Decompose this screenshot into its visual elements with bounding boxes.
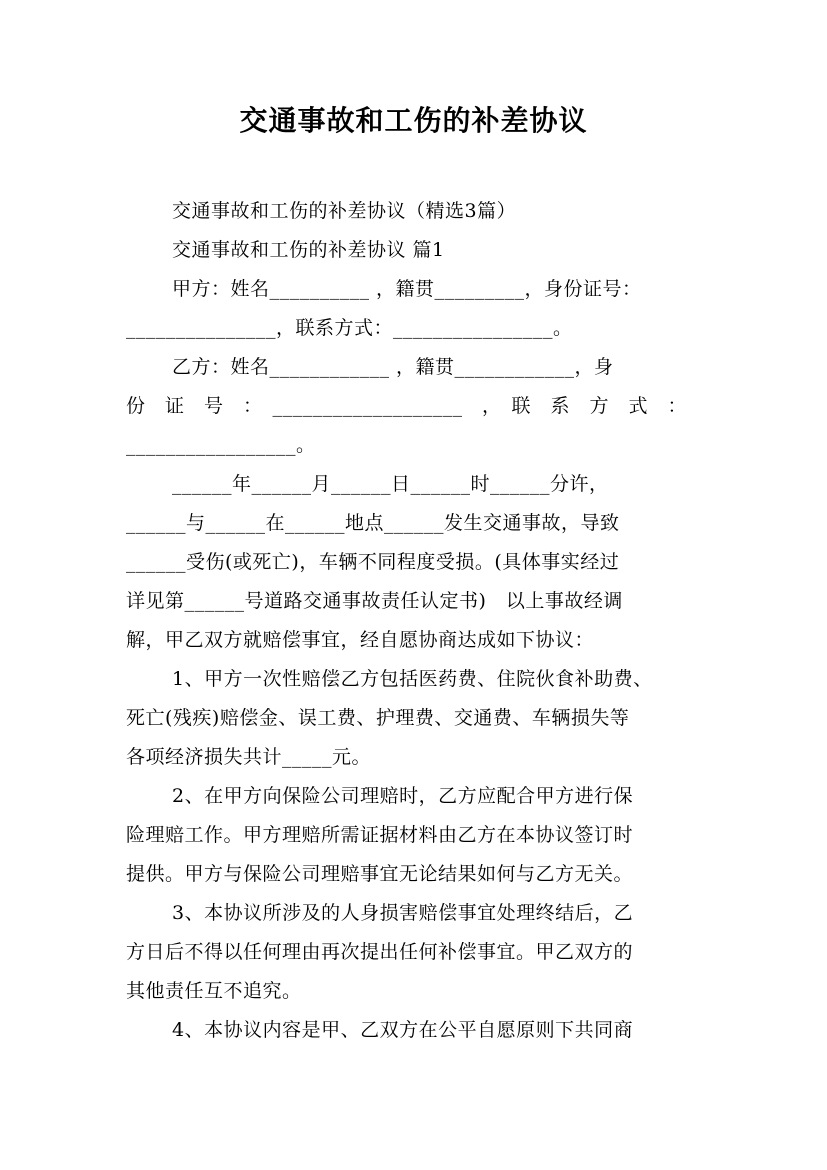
paragraph-line: 死亡(残疾)赔偿金、误工费、护理费、交通费、车辆损失等 <box>126 707 630 729</box>
paragraph-line: 4、本协议内容是甲、乙双方在公平自愿原则下共同商 <box>172 1019 634 1041</box>
paragraph-line: _______________，联系方式：________________。 <box>126 317 573 339</box>
paragraph-line: 1、甲方一次性赔偿乙方包括医药费、住院伙食补助费、 <box>172 668 653 690</box>
paragraph-line: 2、在甲方向保险公司理赔时，乙方应配合甲方进行保 <box>172 785 634 807</box>
document-title: 交通事故和工伤的补差协议 <box>239 104 588 137</box>
paragraph-line: ______受伤(或死亡)，车辆不同程度受损。(具体事实经过 <box>126 551 620 573</box>
paragraph-line: 其他责任互不追究。 <box>126 980 302 1002</box>
paragraph-line: 乙方：姓名____________ ，籍贯____________，身 <box>172 356 614 378</box>
paragraph-line: 方日后不得以任何理由再次提出任何补偿事宜。甲乙双方的 <box>126 941 634 963</box>
paragraph-line: 交通事故和工伤的补差协议 篇1 <box>172 239 445 261</box>
paragraph-line: 交通事故和工伤的补差协议（精选3篇） <box>172 200 517 222</box>
paragraph-line: ______与______在______地点______发生交通事故，导致 <box>126 512 620 534</box>
paragraph-line: ______年______月______日______时______分许， <box>172 473 609 495</box>
paragraph-line: 险理赔工作。甲方理赔所需证据材料由乙方在本协议签订时 <box>126 824 634 846</box>
paragraph-line: 各项经济损失共计_____元。 <box>126 746 372 768</box>
paragraph-line: 提供。甲方与保险公司理赔事宜无论结果如何与乙方无关。 <box>126 863 634 885</box>
paragraph-line: 份 证 号 ： ___________________ ， 联 系 方 式 ： <box>126 395 688 417</box>
paragraph-line: 甲方：姓名__________ ，籍贯_________，身份证号： <box>172 278 642 300</box>
paragraph-line: _________________。 <box>126 434 316 456</box>
paragraph-line: 3、本协议所涉及的人身损害赔偿事宜处理终结后，乙 <box>172 902 634 924</box>
paragraph-line: 详见第______号道路交通事故责任认定书) 以上事故经调 <box>126 590 623 612</box>
paragraph-line: 解，甲乙双方就赔偿事宜，经自愿协商达成如下协议： <box>126 629 595 651</box>
